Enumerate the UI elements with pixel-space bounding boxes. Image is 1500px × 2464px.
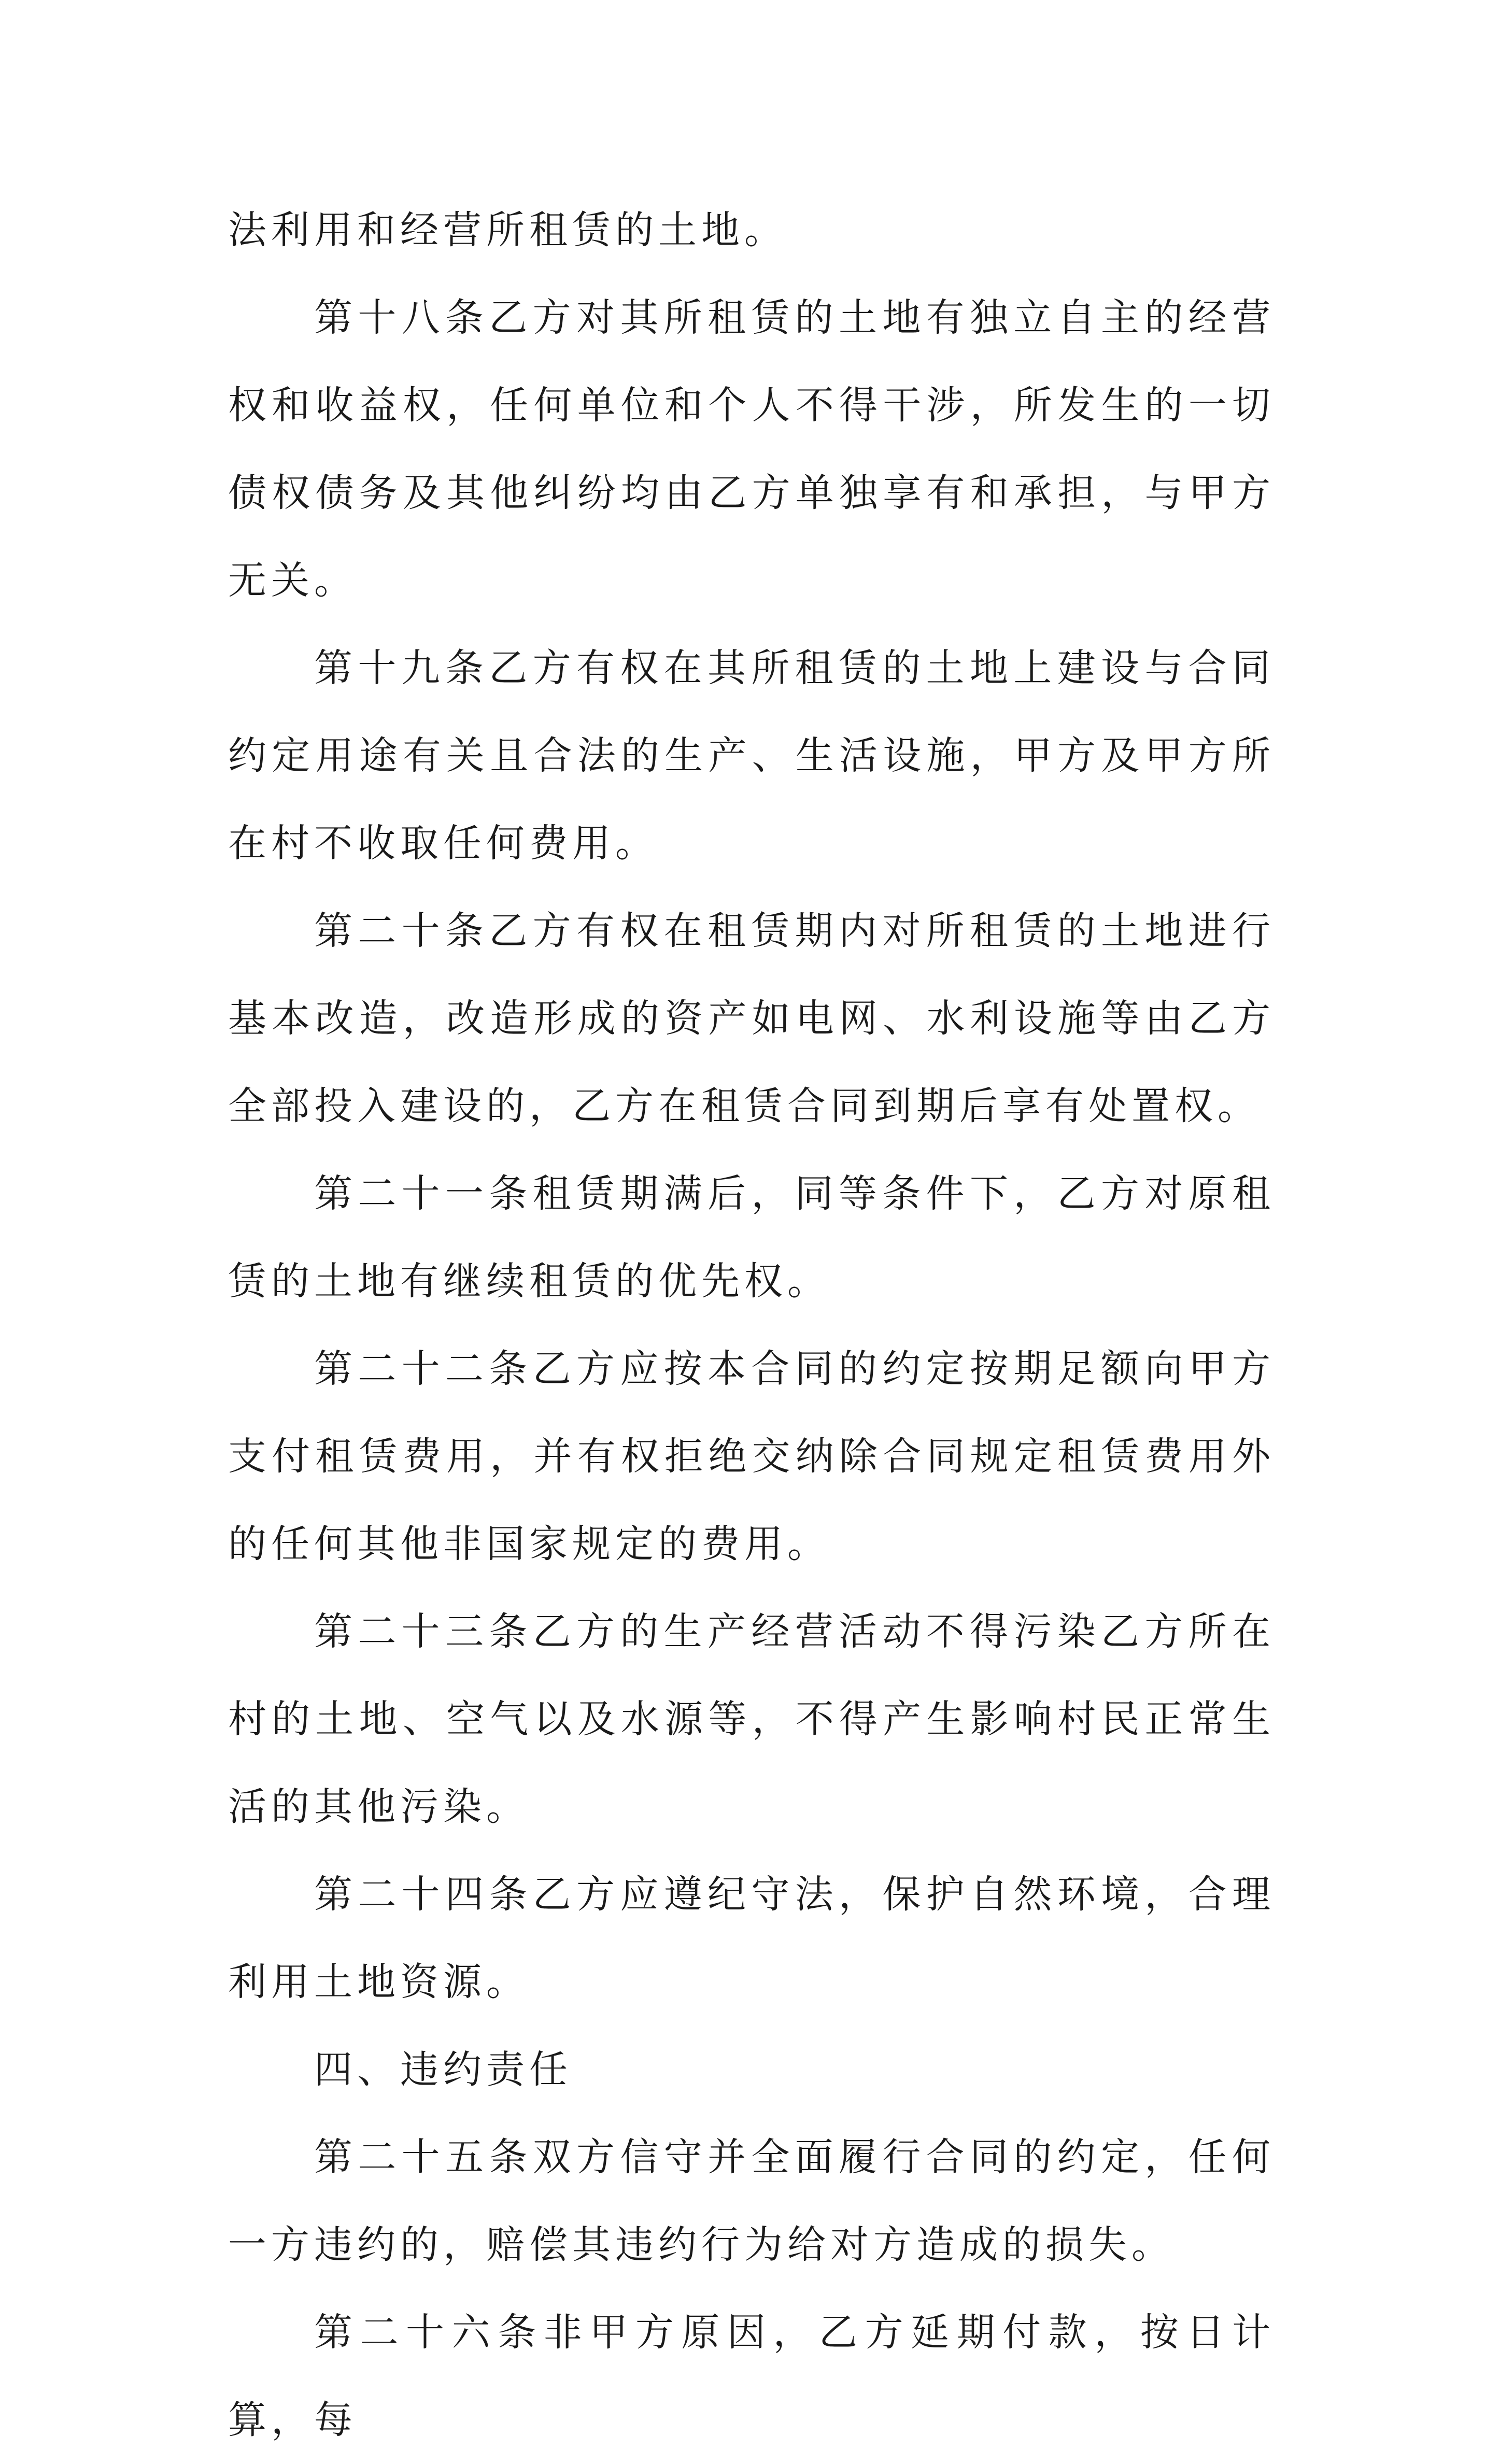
paragraph-article-22: 第二十二条乙方应按本合同的约定按期足额向甲方支付租赁费用，并有权拒绝交纳除合同规定租赁费用外的任何其他非国家规定的费用。 [228,1347,1275,1566]
paragraph-article-21: 第二十一条租赁期满后，同等条件下，乙方对原租赁的土地有继续租赁的优先权。 [228,1171,1275,1304]
paragraph-article-18: 第十八条乙方对其所租赁的土地有独立自主的经营权和收益权，任何单位和个人不得干涉，所发生的一切债权债务及其他纠纷均由乙方单独享有和承担，与甲方无关。 [228,295,1275,603]
contract-body [228,187,1275,2464]
section-heading-breach-liability: 四、违约责任 [314,2047,572,2092]
paragraph-article-19: 第十九条乙方有权在其所租赁的土地上建设与合同约定用途有关且合法的生产、生活设施，甲方及甲方所在村不收取任何费用。 [228,646,1275,866]
paragraph-article-23: 第二十三条乙方的生产经营活动不得污染乙方所在村的土地、空气以及水源等，不得产生影响村民正常生活的其他污染。 [228,1609,1275,1829]
paragraph-continuation: 法利用和经营所租赁的土地。 [228,208,787,252]
paragraph-article-25: 第二十五条双方信守并全面履行合同的约定，任何一方违约的，赔偿其违约行为给对方造成的损失。 [228,2135,1275,2267]
paragraph-article-26: 第二十六条非甲方原因，乙方延期付款，按日计算，每 [228,2310,1275,2442]
paragraph-article-24: 第二十四条乙方应遵纪守法，保护自然环境，合理利用土地资源。 [228,1872,1275,2004]
paragraph-article-20: 第二十条乙方有权在租赁期内对所租赁的土地进行基本改造，改造形成的资产如电网、水利设施等由乙方全部投入建设的，乙方在租赁合同到期后享有处置权。 [228,909,1275,1128]
